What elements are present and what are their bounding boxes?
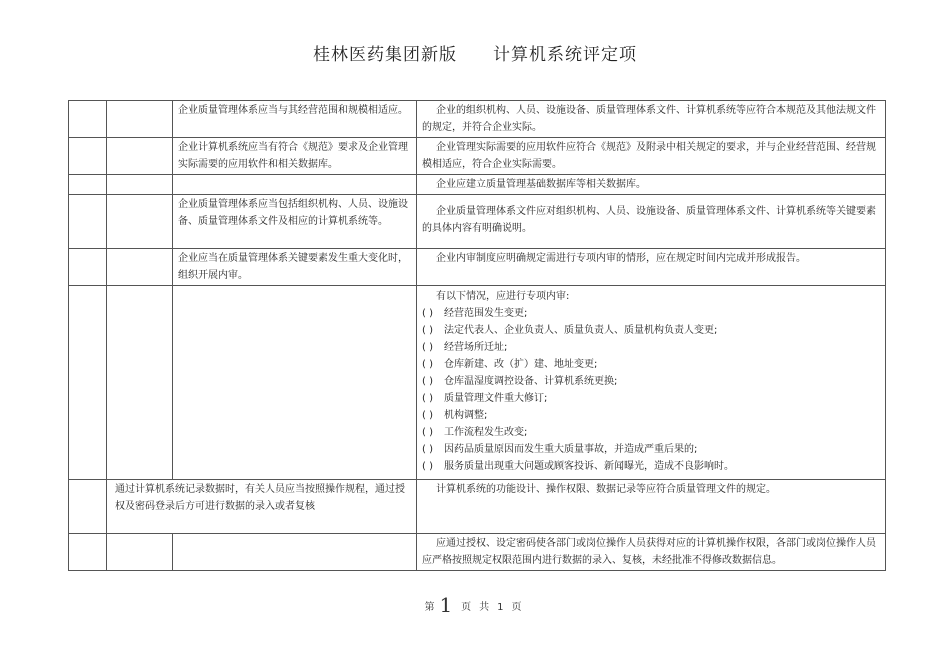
audit-list-cell bbox=[417, 286, 886, 480]
table-cell-empty bbox=[69, 101, 107, 138]
audit-list-item: ( ) 仓库温湿度调控设备、计算机系统更换; bbox=[422, 376, 618, 387]
audit-list-item: ( ) 机构调整; bbox=[422, 410, 488, 421]
footer-gong: 共 bbox=[479, 602, 490, 613]
audit-list-intro: 有以下情况，应进行专项内审: bbox=[436, 291, 570, 302]
audit-list-item: ( ) 经营场所迁址; bbox=[422, 342, 508, 353]
table-cell-empty bbox=[107, 195, 173, 249]
table-cell-empty bbox=[69, 534, 107, 571]
footer-ye: 页 bbox=[461, 602, 472, 613]
table-row bbox=[69, 101, 886, 138]
criterion-cell: 企业质量管理体系应当包括组织机构、人员、设施设备、质量管理体系文件及相应的计算机系统等。 bbox=[173, 195, 417, 249]
criterion-cell bbox=[173, 286, 417, 480]
title-subject: 计算机系统评定项 bbox=[493, 45, 637, 65]
page-title bbox=[0, 40, 950, 65]
criterion-cell bbox=[173, 534, 417, 571]
requirement-cell: 企业的组织机构、人员、设施设备、质量管理体系文件、计算机系统等应符合本规范及其他法规文件的规定，并符合企业实际。 bbox=[417, 101, 886, 138]
audit-list-item: ( ) 因药品质量原因而发生重大质量事故，并造成严重后果的; bbox=[422, 444, 698, 455]
audit-list-item: ( ) 质量管理文件重大修订; bbox=[422, 393, 548, 404]
table-cell-empty bbox=[107, 286, 173, 480]
audit-list-item: ( ) 经营范围发生变更; bbox=[422, 308, 528, 319]
requirement-cell: 计算机系统的功能设计、操作权限、数据记录等应符合质量管理文件的规定。 bbox=[417, 480, 886, 534]
requirement-cell: 企业质量管理体系文件应对组织机构、人员、设施设备、质量管理体系文件、计算机系统等关键要素的具体内容有明确说明。 bbox=[417, 195, 886, 249]
table-cell-empty bbox=[69, 138, 107, 175]
title-company: 桂林医药集团新版 bbox=[313, 45, 457, 65]
audit-list-item: ( ) 法定代表人、企业负责人、质量负责人、质量机构负责人变更; bbox=[422, 325, 718, 336]
requirement-cell: 企业应建立质量管理基础数据库等相关数据库。 bbox=[417, 175, 886, 195]
table-row bbox=[69, 175, 886, 195]
criterion-cell-wide: 通过计算机系统记录数据时，有关人员应当按照操作规程，通过授权及密码登录后方可进行数据的录入或者复核 bbox=[107, 480, 417, 534]
table-cell-empty bbox=[107, 101, 173, 138]
table-row bbox=[69, 480, 886, 534]
criterion-cell: 企业质量管理体系应当与其经营范围和规模相适应。 bbox=[173, 101, 417, 138]
table-row bbox=[69, 286, 886, 480]
footer-ye2: 页 bbox=[511, 602, 522, 613]
table-cell-empty bbox=[69, 249, 107, 286]
evaluation-table bbox=[68, 100, 886, 571]
requirement-cell: 企业管理实际需要的应用软件应符合《规范》及附录中相关规定的要求，并与企业经营范围、经营规模相适应，符合企业实际需要。 bbox=[417, 138, 886, 175]
table-cell-empty bbox=[69, 175, 107, 195]
footer-di: 第 bbox=[424, 602, 435, 613]
table-cell-empty bbox=[107, 534, 173, 571]
page-footer bbox=[0, 591, 950, 615]
requirement-cell: 应通过授权、设定密码使各部门或岗位操作人员获得对应的计算机操作权限，各部门或岗位操作人员应严格按照规定权限范围内进行数据的录入、复核，未经批准不得修改数据信息。 bbox=[417, 534, 886, 571]
criterion-cell: 企业计算机系统应当有符合《规范》要求及企业管理实际需要的应用软件和相关数据库。 bbox=[173, 138, 417, 175]
table-cell-empty bbox=[107, 138, 173, 175]
footer-total: 1 bbox=[497, 602, 504, 613]
table-cell-empty bbox=[107, 175, 173, 195]
requirement-cell: 企业内审制度应明确规定需进行专项内审的情形，应在规定时间内完成并形成报告。 bbox=[417, 249, 886, 286]
table-cell-empty bbox=[69, 195, 107, 249]
table-cell-empty bbox=[107, 249, 173, 286]
table-row bbox=[69, 195, 886, 249]
table-row bbox=[69, 138, 886, 175]
table-cell-empty bbox=[69, 480, 107, 534]
criterion-cell bbox=[173, 175, 417, 195]
footer-page-number: 1 bbox=[439, 593, 453, 617]
criterion-cell: 企业应当在质量管理体系关键要素发生重大变化时，组织开展内审。 bbox=[173, 249, 417, 286]
table-row bbox=[69, 249, 886, 286]
audit-list-item: ( ) 仓库新建、改（扩）建、地址变更; bbox=[422, 359, 598, 370]
audit-list-item: ( ) 工作流程发生改变; bbox=[422, 427, 528, 438]
audit-list-item: ( ) 服务质量出现重大问题或顾客投诉、新闻曝光，造成不良影响时。 bbox=[422, 461, 734, 472]
table-cell-empty bbox=[69, 286, 107, 480]
table-row bbox=[69, 534, 886, 571]
